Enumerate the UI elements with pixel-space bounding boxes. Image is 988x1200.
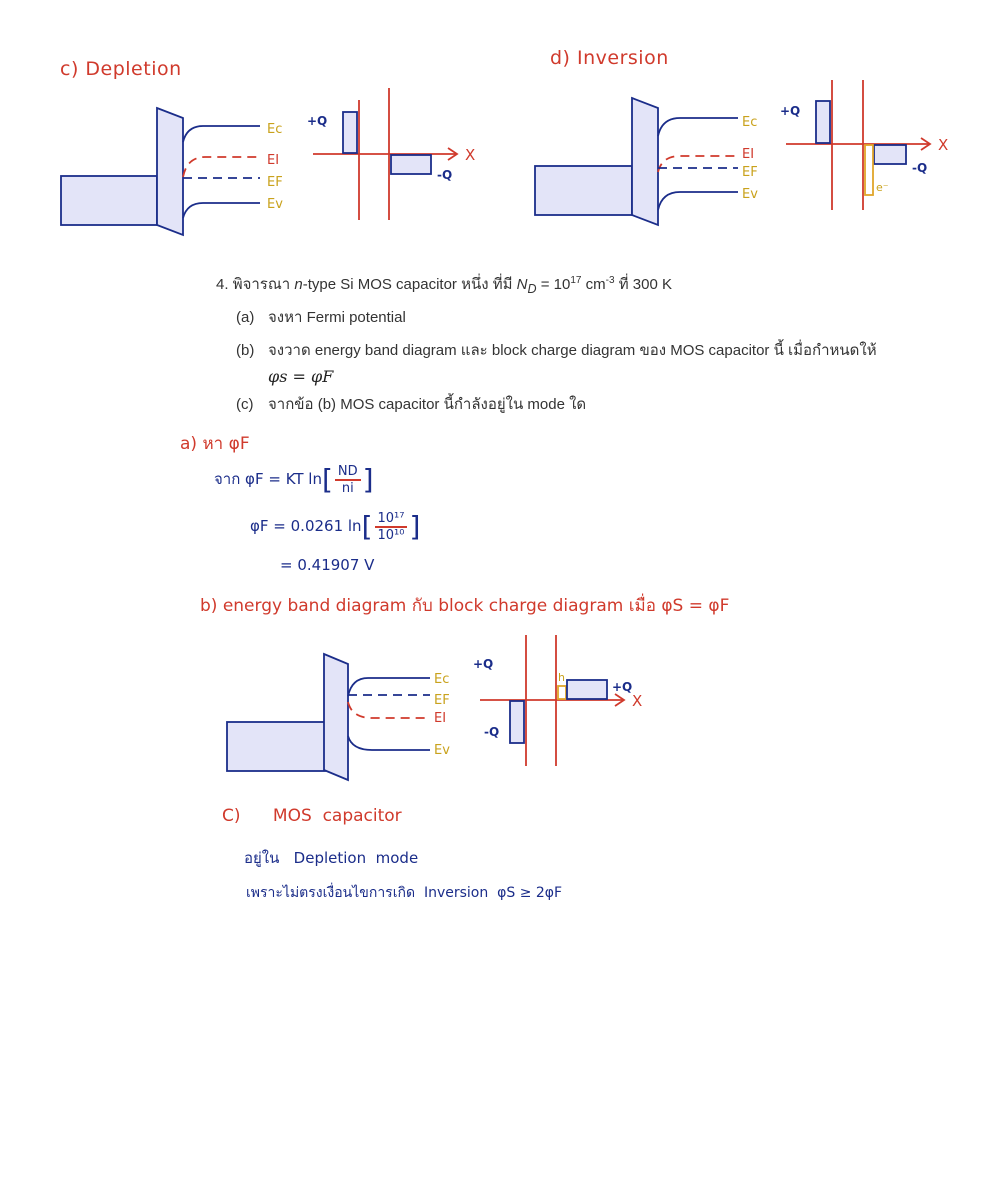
depletion-band-diagram	[55, 100, 475, 245]
electron-charge-block	[865, 145, 873, 195]
ec-label: Ec	[267, 122, 283, 137]
negative-charge-block	[391, 155, 431, 174]
positive-charge-block	[343, 112, 357, 153]
x-axis-label: X	[465, 146, 476, 164]
oxide-layer	[324, 654, 348, 780]
ev-label: Ev	[434, 743, 450, 758]
metal-block	[535, 166, 632, 215]
minus-q-label: -Q	[437, 168, 453, 182]
ev-line	[348, 736, 430, 750]
answer-a-substitution: φF = 0.0261 ln[ $\frac{\text{10¹⁷}}{\text{10¹⁰}}$ ]	[250, 510, 421, 543]
positive-charge-block	[816, 101, 830, 143]
metal-block	[227, 722, 325, 771]
ec-label: Ec	[742, 115, 758, 130]
x-axis-label: X	[938, 136, 949, 154]
hole-charge-block	[558, 686, 566, 699]
inversion-band-diagram	[530, 80, 960, 230]
oxide-layer	[157, 108, 183, 235]
ec-line	[348, 678, 430, 696]
ef-label: EF	[742, 165, 758, 180]
ef-label: EF	[267, 175, 283, 190]
electron-label: e⁻	[876, 181, 889, 194]
ec-label: Ec	[434, 672, 450, 687]
ei-line	[348, 702, 430, 718]
inversion-heading: d) Inversion	[550, 47, 669, 69]
plus-q-label: +Q	[780, 104, 801, 118]
ec-line	[183, 126, 260, 142]
problem-part-a: (a) จงหา Fermi potential	[236, 309, 406, 326]
ev-label: Ev	[742, 187, 758, 202]
ev-line	[183, 203, 260, 218]
hole-label: h	[558, 671, 565, 684]
ei-line	[658, 156, 738, 172]
depletion-heading: c) Depletion	[60, 58, 182, 80]
answer-b-heading: b) energy band diagram กับ block charge diagram เมื่อ φS = φF	[200, 596, 730, 616]
answer-c-mode: อยู่ใน Depletion mode	[244, 849, 419, 867]
minus-q-label: -Q	[912, 161, 928, 175]
ef-label: EF	[434, 693, 450, 708]
ev-label: Ev	[267, 197, 283, 212]
metal-block	[61, 176, 157, 225]
answer-c-reason: เพราะไม่ตรงเงื่อนไขการเกิด Inversion φS ≥ 2φF	[246, 885, 563, 901]
positive-charge-block	[567, 680, 607, 699]
ei-label: EI	[267, 153, 280, 168]
problem-part-c: (c) จากข้อ (b) MOS capacitor นี้กำลังอยู่ใน mode ใด	[236, 396, 587, 413]
problem-part-b-condition: φs = φF	[268, 367, 334, 386]
answer-a-result: = 0.41907 V	[280, 556, 375, 574]
problem-stem: 4. พิจารณา n-type Si MOS capacitor หนึ่ง ที่มี $N_D = 10^{17}$ $cm^{-3}$ ที่ 300 K	[216, 275, 672, 296]
ei-label: EI	[742, 147, 755, 162]
oxide-layer	[632, 98, 658, 225]
ei-line	[183, 157, 260, 177]
answer-b-band-diagram	[222, 640, 652, 785]
problem-part-b: (b) จงวาด energy band diagram และ block charge diagram ของ MOS capacitor นี้ เมื่อกำหนดให้	[236, 342, 877, 359]
plus-q-right-label: +Q	[612, 680, 633, 694]
answer-c-heading: C) MOS capacitor	[222, 806, 402, 826]
answer-a-heading: a) หา φF	[180, 434, 250, 454]
negative-charge-block	[874, 145, 906, 164]
answer-a-formula: จาก φF = KT ln[ $\frac{ND}{ni}$ ]	[214, 463, 374, 496]
negative-charge-block	[510, 701, 524, 743]
ev-line	[658, 192, 738, 210]
ec-line	[658, 118, 738, 136]
ei-label: EI	[434, 711, 447, 726]
x-axis-label: X	[632, 692, 643, 710]
plus-q-label: +Q	[473, 657, 494, 671]
plus-q-label: +Q	[307, 114, 328, 128]
minus-q-label: -Q	[484, 725, 500, 739]
